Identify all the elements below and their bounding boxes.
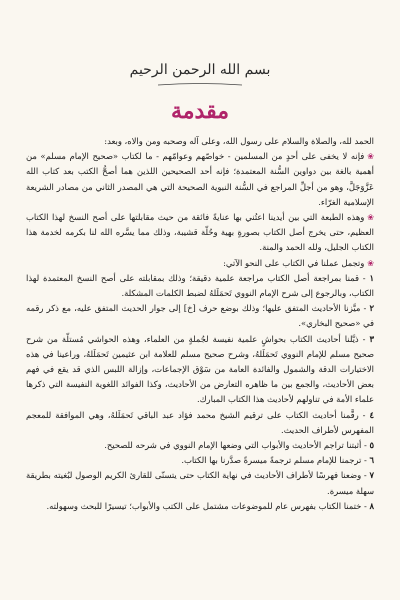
list-item: ٢ - ميَّزنا الأحاديث المتفق عليها؛ وذلك بوضع حرف [خ] إلى جوار الحديث المتفق عليه، مع ذكر رقمه في «صحيح البخاري». (26, 303, 375, 329)
list-item: ٦ - ترجمنا للإمام مسلم ترجمةً ميسرةً صدَّرنا بها الكتاب. (181, 455, 374, 466)
paragraph-1 (26, 149, 374, 210)
list-item: ٧ - وضعنا فهرسًا لأطراف الأحاديث في نهاية الكتاب حتى يتسنّى للقارئ الكريم الوصول لبُغيته بطريقة سهلة ميسرة. (26, 470, 374, 496)
list-item-number: ٣ (369, 333, 375, 344)
list-item: ١ - قمنا بمراجعة أصل الكتاب مراجعة علمية دقيقة؛ وذلك بمقابلته على أصح النسخ المعتمدة لهذا الكتاب، وبالرجوع إلى شرح الإمام النووي تَحمَلَلهُ لضبط الكلمات المشكلة. (26, 272, 374, 299)
basmala: بسم الله الرحمن الرحيم (129, 62, 271, 78)
flower-icon: ❀ (367, 152, 374, 162)
list-item-number: ٨ (369, 500, 374, 511)
list-item: ٥ - أثبتنا تراجم الأحاديث والأبواب التي وضعها الإمام النووي في شرحه للصحيح. (104, 440, 374, 451)
list-item-text: وضعنا فهرسًا لأطراف الأحاديث في نهاية الكتاب حتى يتسنّى للقارئ الكريم الوصول لبُغيته بطريقة سهلة ميسرة. (26, 470, 374, 496)
list-item-number: ١ (369, 272, 374, 283)
page-title: مقدمة (170, 98, 230, 124)
list-item-text: ميَّزنا الأحاديث المتفق عليها؛ وذلك بوضع حرف [خ] إلى جوار الحديث المتفق عليه، مع ذكر رقمه في «صحيح البخاري». (26, 303, 374, 329)
basmala-ornament (154, 82, 246, 88)
paragraph-2 (26, 210, 374, 256)
list-item: ٤ - رقَّمنا أحاديث الكتاب على ترقيم الشيخ محمد فؤاد عبد الباقي تَحمَلَلهُ، وهي الموافقة للمعجم المفهرس لأطراف الحديث. (26, 409, 375, 435)
list-item-text: ختمنا الكتاب بفهرس عام للموضوعات مشتمل على الكتب والأبواب؛ تيسيرًا للبحث وسهولته. (46, 500, 362, 511)
list-item: ٣ - ذيَّلنا أحاديث الكتاب بحواشٍ علمية نفيسة لجُملةٍ من العلماء، وهذه الحواشي مُستلّة من شرح صحيح مسلم للإمام النووي تَحمَلَلهُ، وشرح صحيح مسلم للعلامة ابن عثيمين تَحمَلَلهُ، وراعينا في هذه الاختيارات الدقة والشمول والفائدة العامة من سَوْق الإجماعات، وإزالة اللبس الذي قد يقع في فهم بعض الأحاديث، والجمع بين ما ظاهره التعارض من الأحاديث، وكذا الفوائد اللغوية النفيسة التي ذكرها علماء الأمة في تناولهم لأحاديث هذا الكتاب المبارك. (26, 333, 375, 405)
flower-icon: ❀ (367, 258, 374, 268)
list-item-text: قمنا بمراجعة أصل الكتاب مراجعة علمية دقيقة؛ وذلك بمقابلته على أصح النسخ المعتمدة لهذا الكتاب، وبالرجوع إلى شرح الإمام النووي تَحمَلَلهُ لضبط الكلمات المشكلة. (26, 272, 374, 299)
paragraph-1-text: فإنه لا يخفى على أحدٍ من المسلمين - خواصّهم وعوامّهم - ما لكتاب «صحيح الإمام مسلم» من أهمية بالغة بين دواوين السُّنة المعتمدة؛ فإنه أحد الصحيحين اللذين هما أصحُّ الكتب بعد كتاب الله عَزَّوَجَلَّ، وهو من أجلِّ المراجع في السُّنة النبوية الصحيحة التي هي المصدر الثاني من مصادر الشريعة الإسلامية الغرّاء. (26, 151, 374, 207)
list-item-number: ٧ (369, 470, 374, 481)
list-item: ٨ - ختمنا الكتاب بفهرس عام للموضوعات مشتمل على الكتب والأبواب؛ تيسيرًا للبحث وسهولته. (46, 500, 374, 511)
flower-icon: ❀ (367, 213, 374, 223)
list-item-number: ٢ (369, 303, 375, 314)
list-item-text: ذيَّلنا أحاديث الكتاب بحواشٍ علمية نفيسة لجُملةٍ من العلماء، وهذه الحواشي مُستلّة من شرح صحيح مسلم للإمام النووي تَحمَلَلهُ، وشرح صحيح مسلم للعلامة ابن عثيمين تَحمَلَلهُ، وراعينا في هذه الاختيارات الدقة والشمول والفائدة العامة من سَوْق الإجماعات، وإزالة اللبس الذي قد يقع في فهم بعض الأحاديث، والجمع بين ما ظاهره التعارض من الأحاديث، وكذا الفوائد اللغوية النفيسة التي ذكرها علماء الأمة في تناولهم لأحاديث هذا الكتاب المبارك. (26, 333, 374, 405)
paragraph-3-intro (26, 256, 374, 271)
list-item-number: ٥ (369, 440, 374, 451)
list-item-text: ترجمنا للإمام مسلم ترجمةً ميسرةً صدَّرنا بها الكتاب. (181, 455, 362, 466)
paragraph-2-text: وهذه الطبعة التي بين أيدينا اعتُني بها عنايةً فائقة من حيث مقابلتها على أصح النسخ لهذا الكتاب العظيم، حتى يخرج أصل الكتاب بصورةٍ بهية وحُلّة قشيبة، وذلك مما يسَّره الله لنا بكرمه لخدمة هذا الكتاب الجليل، ولله الحمد والمنة. (26, 212, 374, 253)
list-item-text: رقَّمنا أحاديث الكتاب على ترقيم الشيخ محمد فؤاد عبد الباقي تَحمَلَلهُ، وهي الموافقة للمعجم المفهرس لأطراف الحديث. (26, 409, 374, 435)
list-item-text: أثبتنا تراجم الأحاديث والأبواب التي وضعها الإمام النووي في شرحه للصحيح. (104, 440, 362, 451)
paragraph-3-text: وتجمل عملنا في الكتاب على النحو الآتي: (223, 257, 365, 268)
opening-paragraph: الحمد لله، والصلاة والسلام على رسول الله، وعلى آله وصحبه ومن والاه، وبعد: (104, 136, 374, 146)
list-item-number: ٦ (369, 455, 374, 466)
list-item-number: ٤ (369, 409, 375, 420)
main-content (26, 134, 374, 514)
